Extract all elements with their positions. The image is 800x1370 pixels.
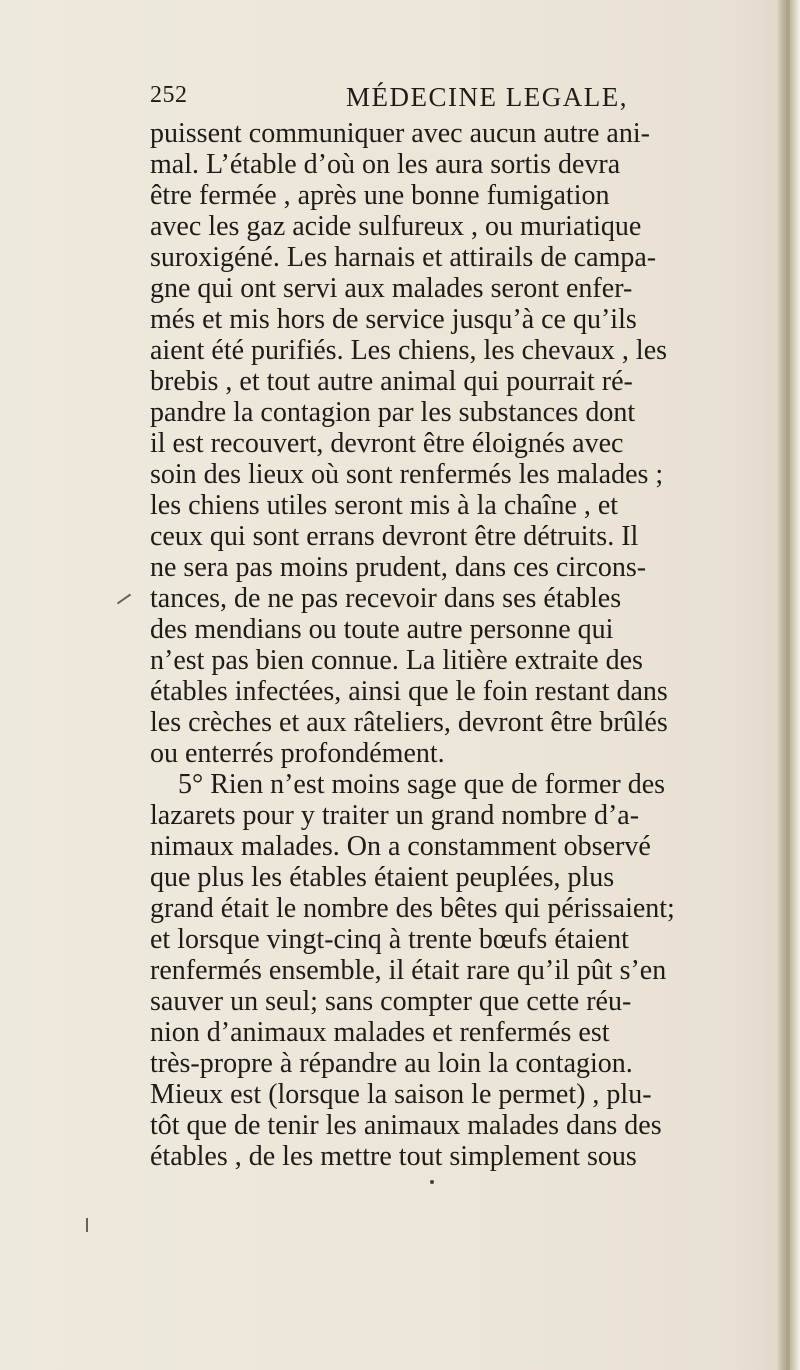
ink-mark: [117, 594, 131, 605]
text-line: renfermés ensemble, il était rare qu’il pût s’en: [150, 955, 667, 986]
page-header: [150, 82, 628, 118]
text-line: être fermée , après une bonne fumigation: [150, 180, 610, 211]
text-line: ou enterrés profondément.: [150, 738, 445, 769]
text-line: puissent communiquer avec aucun autre ani-: [150, 118, 650, 149]
text-line: les chiens utiles seront mis à la chaîne , et: [150, 490, 619, 521]
text-line: suroxigéné. Les harnais et attirails de campa-: [150, 242, 657, 273]
text-line: étables infectées, ainsi que le foin restant dans: [150, 676, 668, 707]
text-line: très-propre à répandre au loin la contagion.: [150, 1048, 633, 1079]
page-number: 252: [150, 82, 188, 108]
text-line: ceux qui sont errans devront être détruits. Il: [150, 521, 639, 552]
text-line: étables , de les mettre tout simplement sous: [150, 1141, 637, 1172]
text-line: gne qui ont servi aux malades seront enfer-: [150, 273, 633, 304]
text-line: soin des lieux où sont renfermés les malades ;: [150, 459, 664, 490]
text-line: tôt que de tenir les animaux malades dans des: [150, 1110, 662, 1141]
text-line: mal. L’étable d’où on les aura sortis devra: [150, 149, 621, 180]
text-line: nimaux malades. On a constamment observé: [150, 831, 651, 862]
text-line: pandre la contagion par les substances dont: [150, 397, 636, 428]
text-line: grand était le nombre des bêtes qui périssaient;: [150, 893, 675, 924]
running-title: MÉDECINE LEGALE,: [346, 82, 628, 112]
paragraph-start-line: 5° Rien n’est moins sage que de former des: [178, 769, 666, 800]
text-line: et lorsque vingt-cinq à trente bœufs étaient: [150, 924, 629, 955]
text-line: ne sera pas moins prudent, dans ces circons-: [150, 552, 647, 583]
text-line: Mieux est (lorsque la saison le permet) , plu-: [150, 1079, 652, 1110]
text-line: n’est pas bien connue. La litière extraite des: [150, 645, 643, 676]
text-line: nion d’animaux malades et renfermés est: [150, 1017, 610, 1048]
ink-dot: [430, 1180, 434, 1184]
text-line: des mendians ou toute autre personne qui: [150, 614, 614, 645]
text-line: sauver un seul; sans compter que cette réu-: [150, 986, 632, 1017]
text-line: les crèches et aux râteliers, devront être brûlés: [150, 707, 668, 738]
text-line: brebis , et tout autre animal qui pourrait ré-: [150, 366, 633, 397]
text-line: que plus les étables étaient peuplées, plus: [150, 862, 615, 893]
text-line: més et mis hors de service jusqu’à ce qu’ils: [150, 304, 637, 335]
text-line: aient été purifiés. Les chiens, les chevaux , les: [150, 335, 668, 366]
text-line: il est recouvert, devront être éloignés avec: [150, 428, 624, 459]
text-line: tances, de ne pas recevoir dans ses étables: [150, 583, 622, 614]
body-text: [150, 118, 790, 1172]
text-line: avec les gaz acide sulfureux , ou muriatique: [150, 211, 642, 242]
ink-tick: [86, 1218, 88, 1232]
text-line: lazarets pour y traiter un grand nombre d’a-: [150, 800, 640, 831]
